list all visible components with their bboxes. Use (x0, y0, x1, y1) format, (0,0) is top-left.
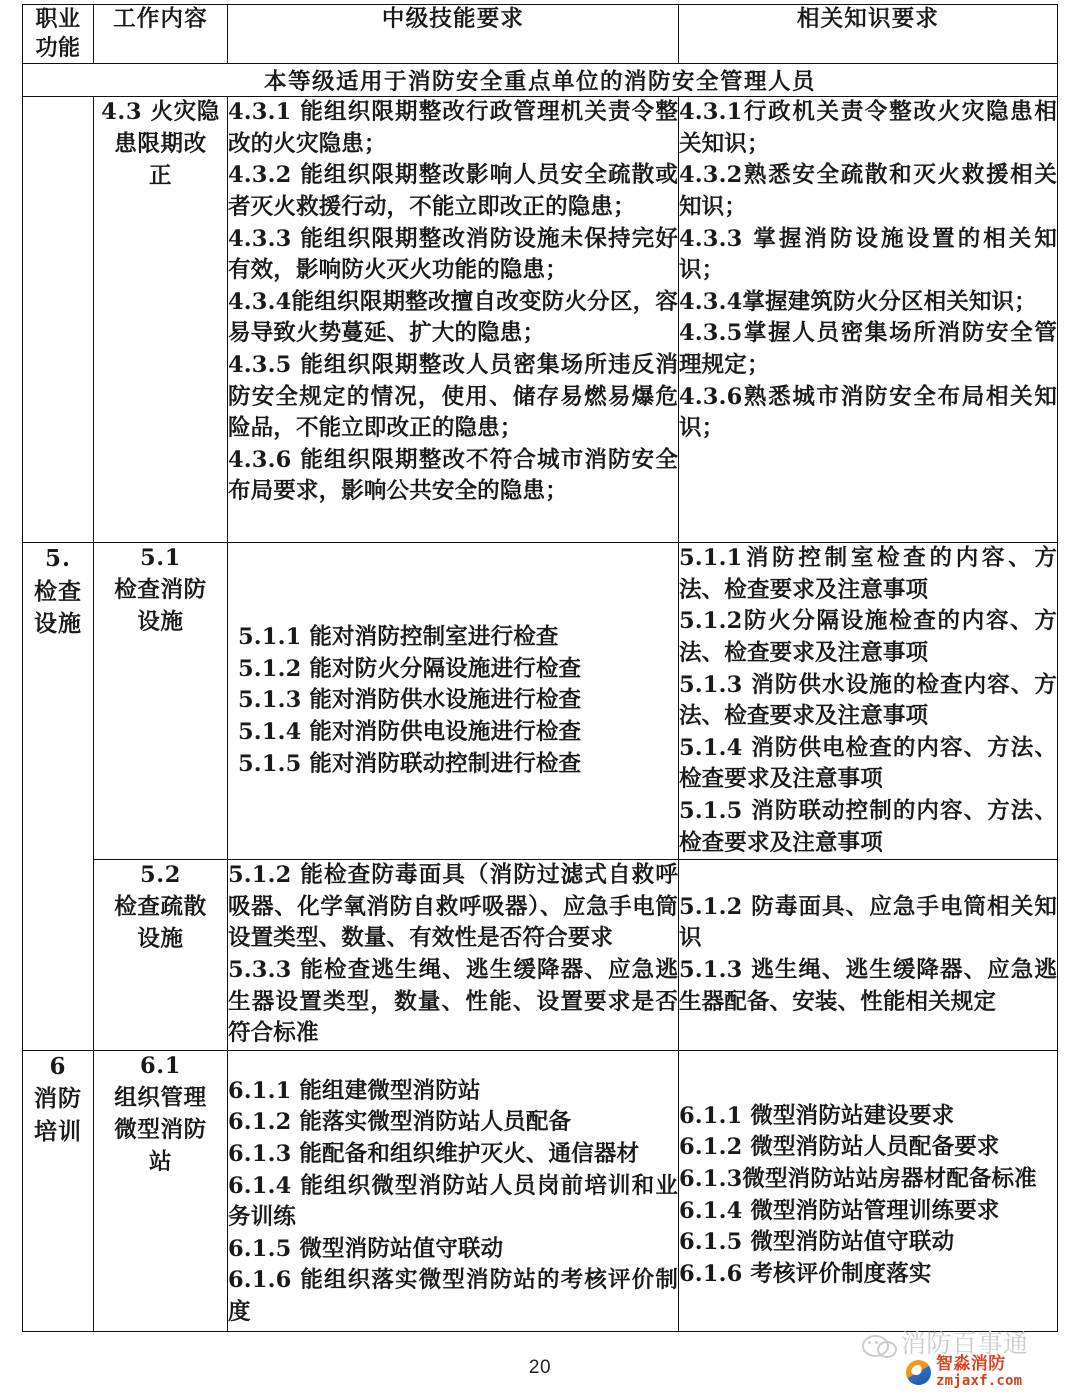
function-cell-5-line3: 设施 (34, 610, 82, 638)
task-cell-4-3-line3: 正 (148, 162, 173, 189)
skill-item: 6.1.3 能配备和组织维护灭火、通信器材 (228, 1141, 640, 1168)
task-cell-6-1-line2: 组织管理 (114, 1084, 207, 1111)
skill-cell-6-1 (228, 1050, 679, 1331)
watermark-brand-name: 智淼消防 (936, 1354, 1006, 1374)
task-cell-5-1 (94, 543, 228, 860)
skill-item: 4.3.1 能组织限期整改行政管理机关责令整改的火灾隐患； (228, 99, 678, 157)
skill-standard-table (22, 4, 1058, 1332)
skill-cell-5-2 (228, 860, 679, 1051)
knowledge-cell-5-1 (679, 543, 1058, 860)
knowledge-item: 6.1.3微型消防站站房器材配备标准 (679, 1166, 1037, 1193)
knowledge-item: 4.3.3 掌握消防设施设置的相关知识； (679, 225, 1057, 284)
knowledge-cell-4-3 (679, 97, 1058, 543)
knowledge-item: 4.3.5掌握人员密集场所消防安全管理规定； (679, 320, 1057, 378)
task-cell-5-2-line3: 设施 (137, 926, 184, 953)
skill-item: 4.3.3 能组织限期整改消防设施未保持完好有效，影响防火灭火功能的隐患； (228, 225, 678, 284)
header-knowledge-requirements: 相关知识要求 (679, 5, 1058, 64)
task-cell-6-1-line3: 微型消防 (114, 1116, 207, 1143)
task-cell-5-2-line2: 检查疏散 (114, 894, 207, 921)
header-occupational-function-line2: 功能 (35, 35, 81, 62)
knowledge-item: 6.1.1 微型消防站建设要求 (679, 1102, 955, 1129)
skill-item: 5.1.1 能对消防控制室进行检查 (238, 624, 559, 651)
chat-bubble-icon-dot2 (875, 1341, 878, 1344)
knowledge-item: 5.1.2 防毒面具、应急手电筒相关知识 (679, 893, 1057, 952)
function-cell-6-line2: 消防 (34, 1085, 82, 1113)
function-cell-6 (23, 1050, 94, 1331)
skill-item: 4.3.2 能组织限期整改影响人员安全疏散或者灭火救援行动，不能立即改正的隐患； (228, 162, 678, 220)
grade-applicability-banner: 本等级适用于消防安全重点单位的消防安全管理人员 (23, 64, 1058, 97)
task-cell-6-1 (94, 1050, 228, 1331)
knowledge-cell-6-1 (679, 1050, 1058, 1331)
function-cell-5-line1: 5. (44, 545, 71, 573)
watermark-brand-text (936, 1356, 1022, 1388)
function-cell-6-line1: 6 (49, 1052, 67, 1080)
task-cell-6-1-line4: 站 (148, 1148, 173, 1175)
page-number: 20 (528, 1357, 552, 1378)
table-header-row (23, 5, 1058, 64)
function-cell-empty-1 (23, 97, 94, 543)
brand-logo-icon (906, 1360, 931, 1385)
header-work-content: 工作内容 (94, 5, 228, 64)
task-cell-5-1-line3: 设施 (137, 608, 184, 635)
knowledge-cell-5-2 (679, 860, 1058, 1051)
function-cell-5-line2: 检查 (34, 577, 82, 605)
header-skill-requirements: 中级技能要求 (228, 5, 679, 64)
watermark-brand (906, 1356, 1022, 1388)
knowledge-item: 5.1.4 消防供电检查的内容、方法、检查要求及注意事项 (679, 734, 1057, 793)
skill-item: 6.1.2 能落实微型消防站人员配备 (228, 1109, 572, 1136)
table-row (23, 1050, 1058, 1331)
knowledge-item: 5.1.3 逃生绳、逃生缓降器、应急逃生器配备、安装、性能相关规定 (679, 956, 1057, 1015)
skill-item: 5.1.5 能对消防联动控制进行检查 (238, 750, 582, 777)
skill-item: 4.3.6 能组织限期整改不符合城市消防安全布局要求，影响公共安全的隐患； (228, 446, 678, 505)
header-occupational-function (23, 5, 94, 64)
task-cell-4-3-line1: 4.3 火灾隐 (101, 99, 220, 126)
task-cell-5-2-line1: 5.2 (140, 862, 181, 889)
task-cell-5-1-line2: 检查消防 (114, 577, 207, 603)
function-cell-6-line3: 培训 (34, 1118, 82, 1146)
knowledge-item: 6.1.2 微型消防站人员配备要求 (679, 1134, 1000, 1161)
chat-bubble-icon (862, 1333, 896, 1355)
knowledge-item: 4.3.6熟悉城市消防安全布局相关知识； (679, 383, 1057, 442)
watermark-channel (862, 1331, 1029, 1356)
knowledge-item: 5.1.2防火分隔设施检查的内容、方法、检查要求及注意事项 (679, 608, 1057, 666)
watermark (862, 1331, 1072, 1393)
skill-item: 5.1.2 能检查防毒面具（消防过滤式自救呼吸器、化学氧消防自救呼吸器）、应急手电筒设置类型、数量、有效性是否符合要求 (228, 862, 678, 952)
skill-item: 5.1.4 能对消防供电设施进行检查 (238, 718, 582, 745)
skill-item: 5.1.3 能对消防供水设施进行检查 (238, 687, 582, 714)
table-banner-row (23, 64, 1058, 97)
knowledge-item: 4.3.1行政机关责令整改火灾隐患相关知识； (679, 99, 1057, 157)
skill-item: 4.3.4能组织限期整改擅自改变防火分区，容易导致火势蔓延、扩大的隐患； (228, 288, 678, 347)
skill-item: 6.1.5 微型消防站值守联动 (228, 1235, 504, 1262)
knowledge-item: 4.3.2熟悉安全疏散和灭火救援相关知识； (679, 162, 1057, 220)
table-row (23, 97, 1058, 543)
skill-cell-4-3 (228, 97, 679, 543)
chat-bubble-icon-small (877, 1341, 897, 1358)
knowledge-item: 5.1.1消防控制室检查的内容、方法、检查要求及注意事项 (679, 545, 1057, 603)
skill-item: 5.1.2 能对防火分隔设施进行检查 (238, 655, 582, 682)
knowledge-item: 5.1.5 消防联动控制的内容、方法、检查要求及注意事项 (679, 797, 1057, 856)
table-row (23, 543, 1058, 860)
knowledge-item: 6.1.6 考核评价制度落实 (679, 1260, 932, 1287)
knowledge-item: 5.1.3 消防供水设施的检查内容、方法、检查要求及注意事项 (679, 671, 1057, 730)
task-cell-6-1-line1: 6.1 (140, 1052, 181, 1079)
task-cell-4-3-line2: 患限期改 (114, 131, 207, 157)
watermark-brand-url: zmjaxf.com (936, 1372, 1023, 1389)
skill-cell-5-1 (228, 543, 679, 860)
task-cell-5-1-line1: 5.1 (140, 545, 181, 572)
knowledge-item: 6.1.5 微型消防站值守联动 (679, 1229, 955, 1256)
watermark-channel-name: 消防百事通 (901, 1329, 1029, 1358)
knowledge-item: 6.1.4 微型消防站管理训练要求 (679, 1197, 1000, 1224)
skill-item: 5.3.3 能检查逃生绳、逃生缓降器、应急逃生器设置类型，数量、性能、设置要求是否符合标准 (228, 956, 678, 1047)
knowledge-item: 4.3.4掌握建筑防火分区相关知识； (679, 288, 1037, 315)
task-cell-4-3 (94, 97, 228, 543)
function-cell-5 (23, 543, 94, 1051)
skill-item: 6.1.4 能组织微型消防站人员岗前培训和业务训练 (228, 1172, 678, 1231)
table-row (23, 860, 1058, 1051)
task-cell-5-2 (94, 860, 228, 1051)
chat-bubble-icon-dot1 (868, 1341, 871, 1344)
skill-item: 6.1.6 能组织落实微型消防站的考核评价制度 (228, 1267, 678, 1326)
header-occupational-function-line1: 职业 (35, 6, 81, 32)
skill-item: 6.1.1 能组建微型消防站 (228, 1077, 481, 1104)
skill-item: 4.3.5 能组织限期整改人员密集场所违反消防安全规定的情况，使用、储存易燃易爆危险品，不能立即改正的隐患； (228, 351, 678, 442)
